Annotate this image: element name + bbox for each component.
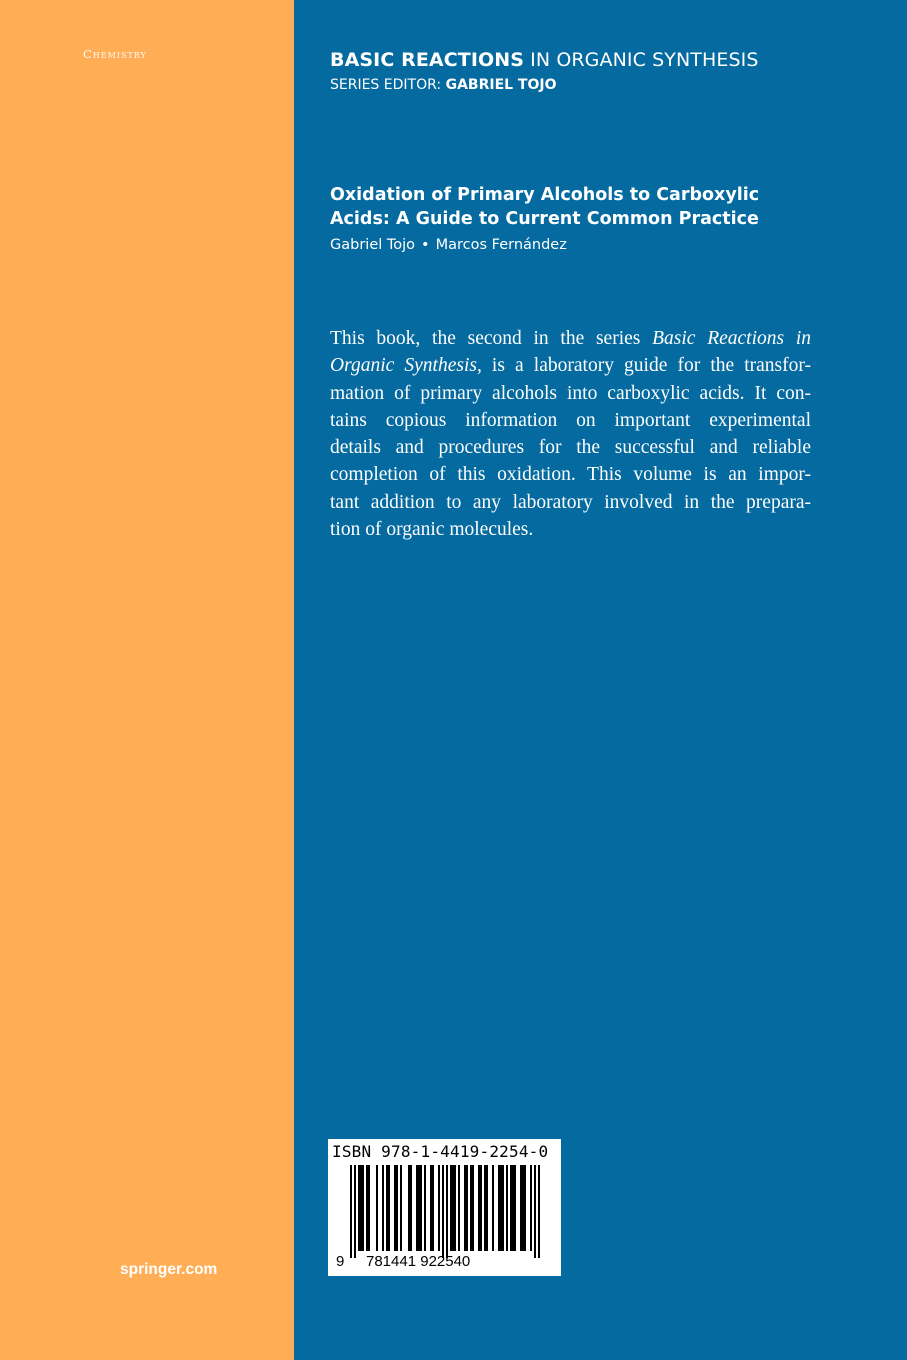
left-orange-panel (0, 0, 294, 1360)
barcode-bar (368, 1165, 370, 1251)
barcode-bar (514, 1165, 516, 1251)
series-title-bold: BASIC REACTIONS (330, 49, 525, 71)
barcode-bar (510, 1165, 512, 1251)
authors (330, 237, 567, 253)
barcode-lead-digit: 9 (336, 1253, 345, 1270)
barcode-bar (484, 1165, 486, 1251)
author-1: Gabriel Tojo (330, 237, 416, 253)
barcode-bar (366, 1165, 368, 1251)
barcode-bar (464, 1165, 466, 1251)
book-title (330, 184, 830, 231)
description-text: tains copious information on important experimental (330, 409, 811, 431)
barcode-bar (466, 1165, 468, 1251)
barcode-bar (470, 1165, 472, 1251)
barcode-bar (454, 1165, 456, 1251)
barcode-bar (498, 1165, 500, 1251)
barcode-bar (386, 1165, 388, 1251)
description-text: completion of this oxidation. This volume is an impor- (330, 464, 811, 486)
barcode-bar (410, 1165, 412, 1251)
barcode-bar (530, 1165, 532, 1251)
barcode-bar (522, 1165, 524, 1251)
description-line (330, 380, 811, 407)
barcode-bar (360, 1165, 362, 1251)
barcode-bar (538, 1165, 540, 1258)
description-line (330, 489, 811, 516)
barcode-bar (458, 1165, 460, 1251)
description-line (330, 516, 811, 543)
barcode-bar (472, 1165, 474, 1251)
barcode-bar (446, 1165, 448, 1258)
description-line (330, 352, 811, 379)
barcode-bar (394, 1165, 396, 1251)
series-title-rest: IN ORGANIC SYNTHESIS (530, 49, 759, 71)
barcode-bar (350, 1165, 352, 1258)
description-text: mation of primary alcohols into carboxylic acids. It con- (330, 382, 811, 404)
description-text: details and procedures for the successful and reliable (330, 437, 811, 459)
author-2: Marcos Fernández (435, 237, 567, 253)
barcode-bar (354, 1165, 356, 1258)
barcode-bar (420, 1165, 422, 1251)
description-line (330, 407, 811, 434)
book-title-line1: Oxidation of Primary Alcohols to Carboxylic (330, 185, 760, 205)
barcode-bar (478, 1165, 480, 1251)
isbn-barcode (328, 1139, 561, 1276)
barcode-bar (452, 1165, 454, 1251)
barcode-bar (442, 1165, 444, 1258)
barcode-bar (376, 1165, 378, 1251)
barcode-bar (480, 1165, 482, 1251)
description-series-name: Basic Reactions in (652, 328, 812, 349)
barcode-bar (358, 1165, 360, 1251)
barcode-bar (502, 1165, 504, 1251)
series-editor-name: GABRIEL TOJO (445, 77, 557, 93)
series-editor-label: SERIES EDITOR: (330, 77, 442, 93)
barcode-bar (400, 1165, 402, 1251)
category-label: Chemistry (83, 47, 147, 61)
barcode-bar (424, 1165, 426, 1251)
barcode-digits: 781441 922540 (366, 1253, 471, 1270)
barcode-bar (506, 1165, 508, 1251)
author-separator: • (421, 237, 430, 253)
barcode-bar (438, 1165, 440, 1251)
barcode-bar (524, 1165, 526, 1251)
barcode-bar (450, 1165, 452, 1251)
barcode-bar (430, 1165, 432, 1251)
barcode-bar (534, 1165, 536, 1258)
description-text: This book, the second in the series (330, 328, 653, 349)
barcode-bar (500, 1165, 502, 1251)
description-text: , is a laboratory guide for the transfor- (476, 355, 811, 377)
description-line (330, 434, 811, 461)
book-title-line2: Acids: A Guide to Current Common Practice (330, 208, 759, 229)
barcode-bar (520, 1165, 522, 1251)
barcode-bar (388, 1165, 390, 1251)
description-line (330, 461, 811, 488)
barcode-bar (408, 1165, 410, 1251)
barcode-bar (432, 1165, 434, 1251)
barcode-bar (382, 1165, 384, 1251)
barcode-bar (396, 1165, 398, 1251)
description-text: tant addition to any laboratory involved in the prepara- (330, 491, 811, 513)
series-title (330, 49, 759, 71)
barcode-bar (486, 1165, 488, 1251)
barcode-bar (418, 1165, 420, 1251)
book-description (330, 325, 811, 543)
barcode-bar (492, 1165, 494, 1251)
barcode-bar (512, 1165, 514, 1251)
isbn-label: ISBN 978-1-4419-2254-0 (332, 1142, 549, 1161)
description-line (330, 325, 811, 352)
series-editor (330, 77, 556, 93)
description-text: tion of organic molecules. (330, 519, 534, 541)
publisher-url: springer.com (120, 1261, 218, 1278)
description-series-name: Organic Synthesis (330, 355, 477, 377)
barcode-bar (362, 1165, 364, 1251)
barcode-bar (416, 1165, 418, 1251)
